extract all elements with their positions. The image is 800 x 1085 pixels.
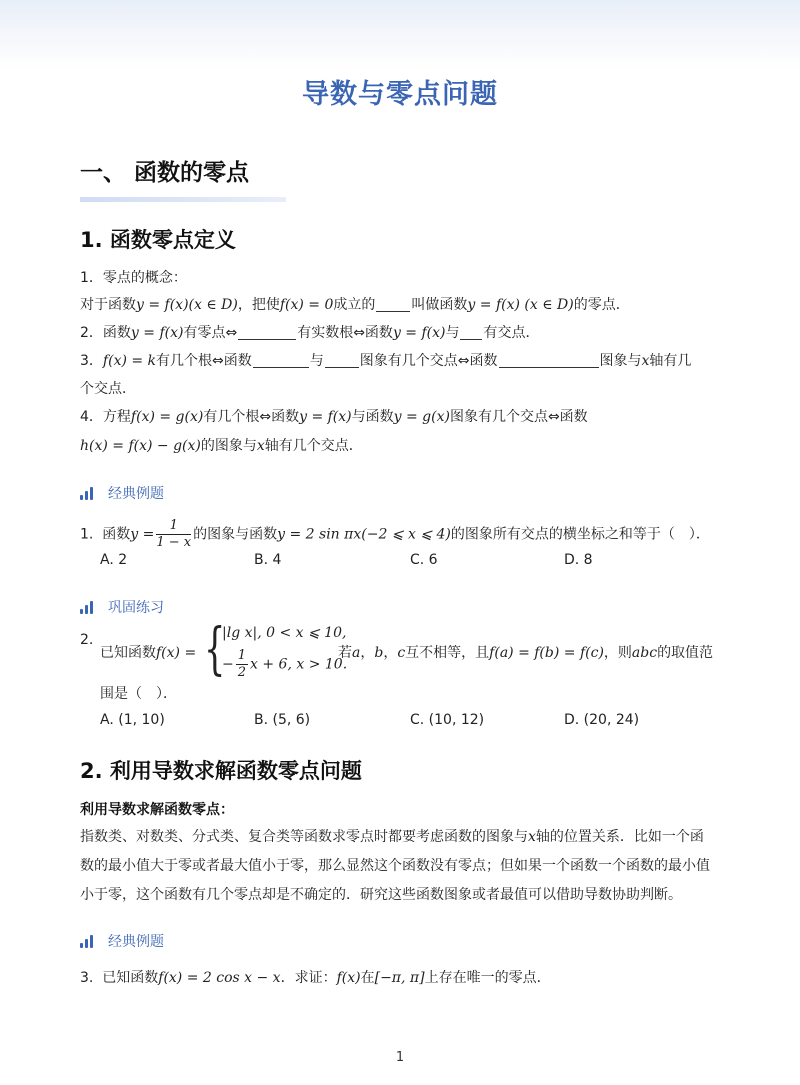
tag-label: 经典例题 [108,934,164,950]
fraction [236,648,248,681]
option-a[interactable]: A. 2 [100,552,128,568]
text: 有交点． [483,325,540,341]
text: 轴有几 [649,353,692,369]
text: 的零点． [573,297,630,313]
answer-blank [325,353,359,368]
option-c[interactable]: C. (10, 12) [410,712,485,728]
piecewise-brace: { [204,617,226,682]
question-3 [80,968,551,988]
option-d[interactable]: D. 8 [564,552,593,568]
formula: x [256,438,265,454]
text: 与函数 [351,409,394,425]
bar-chart-icon [80,486,98,500]
formula: y = f(x) (x ∈ D) [467,297,574,313]
text: 与 [309,353,324,369]
formula: f(x) = g(x) [130,409,204,425]
text: ， [383,645,398,661]
text: 图象与 [599,353,642,369]
example-tag [80,483,164,503]
text: 的图象与 [200,438,257,454]
document-title: 导数与零点问题 [302,79,498,110]
text: 叫做函数 [411,297,468,313]
text: 对于函数 [80,297,136,313]
option-a[interactable]: A. (1, 10) [100,712,165,728]
formula: y = [130,526,155,543]
text: 1．零点的概念： [80,270,187,286]
text: 已知函数 [102,970,159,986]
header-band [0,0,800,70]
text: 轴有几个交点． [264,438,363,454]
answer-blank [460,325,482,340]
formula: y = 2 sin πx(−2 ⩽ x ⩽ 4) [277,526,451,543]
text: ，则 [603,645,632,661]
text: 已知函数 [100,645,156,661]
section-underline [80,197,286,202]
text: 有实数根⇔函数 [297,325,393,341]
definition-line-4 [80,351,691,371]
text: 有零点⇔ [183,325,238,341]
formula: b [374,645,384,661]
subsection-heading-2: 2. 利用导数求解函数零点问题 [80,759,362,783]
tag-label: 经典例题 [108,486,164,502]
definition-line-2 [80,295,630,315]
text: 上存在唯一的零点． [424,970,551,986]
question-2-tail: 围是（ ）． [100,686,177,702]
method-paragraph-line-2: 数的最小值大于零或者最大值小于零，那么显然这个函数没有零点；但如果一个函数一个函数的最小值 [80,858,710,874]
definition-line-1 [80,268,187,288]
question-number: 1. [80,526,94,543]
page-number: 1 [395,1050,405,1065]
subsection-heading-1: 1. 函数零点定义 [80,228,236,252]
option-d[interactable]: D. (20, 24) [564,712,640,728]
formula: c [397,645,406,661]
text: 4．方程 [80,409,131,425]
formula: y = f(x) [392,325,446,341]
text: 在 [360,970,375,986]
answer-blank [253,353,309,368]
question-2-intro [100,642,196,662]
option-b[interactable]: B. 4 [254,552,282,568]
formula: a [352,645,361,661]
question-2-condition [338,642,713,662]
method-paragraph-line-1 [80,827,704,847]
formula: abc [631,645,658,661]
definition-line-7 [80,436,363,456]
minus-sign: − [222,656,234,673]
text: 的图象所有交点的横坐标之和等于（ ）． [450,526,710,543]
formula: y = f(x) [299,409,352,425]
answer-blank [238,325,296,340]
formula: y = g(x) [393,409,450,425]
text: 若 [338,645,352,661]
text: 函数 [102,526,131,543]
section-heading: 一、 函数的零点 [80,160,250,186]
formula: x [528,829,536,845]
example-tag [80,931,164,951]
text: 3． [80,353,103,369]
text: 有几个根⇔函数 [203,409,300,425]
piecewise-case-2 [222,648,347,681]
formula: f(a) = f(b) = f(c) [489,645,604,661]
tag-label: 巩固练习 [108,600,164,616]
text: ，把使 [237,297,280,313]
text: 2．函数 [80,325,131,341]
formula: y = f(x) [130,325,184,341]
text: ， [360,645,375,661]
case-expression: x + 6, x > 10. [250,656,348,673]
fraction-denominator: 1 − x [156,535,192,550]
text: 成立的 [333,297,376,313]
piecewise-case-1: |lg x|, 0 < x ⩽ 10, [222,625,347,641]
formula: h(x) = f(x) − g(x) [80,438,201,454]
fraction [156,518,191,551]
text: 有几个根⇔函数 [156,353,252,369]
method-paragraph-line-3: 小于零，这个函数有几个零点却是不确定的．研究这些函数图象或者最值可以借助导数协助判断。 [80,887,682,903]
formula: f(x) = k [102,353,157,369]
question-number: 2. [80,632,94,648]
formula: [−π, π] [374,970,425,986]
text: 图象有几个交点⇔函数 [359,353,498,369]
method-label: 利用导数求解函数零点： [80,802,234,818]
definition-line-5 [80,379,136,399]
bar-chart-icon [80,934,98,948]
fraction-numerator: 1 [156,518,191,535]
fraction-denominator: 2 [237,665,247,680]
text: 互不相等，且 [405,645,490,661]
text: 与 [445,325,460,341]
formula: f(x) = 0 [279,297,334,313]
formula: f(x) [336,970,361,986]
answer-blank [499,353,599,368]
definition-line-6 [80,407,588,427]
question-1 [80,518,710,548]
bar-chart-icon [80,600,98,614]
text: 个交点． [80,381,136,397]
formula: y = f(x)(x ∈ D) [136,297,238,313]
formula: f(x) = [156,645,197,661]
option-b[interactable]: B. (5, 6) [254,712,311,728]
formula: f(x) = 2 cos x − x [158,970,281,986]
answer-blank [376,297,410,312]
text: 的图象与函数 [193,526,278,543]
option-c[interactable]: C. 6 [410,552,438,568]
text: 指数类、对数类、分式类、复合类等函数求零点时都要考虑函数的图象与 [80,829,528,845]
definition-line-3 [80,323,539,343]
text: 图象有几个交点⇔函数 [449,409,588,425]
text: ．求证： [280,970,337,986]
text: 轴的位置关系．比如一个函 [535,829,704,845]
text: 的取值范 [657,645,714,661]
question-number: 3. [80,970,94,986]
practice-tag [80,597,164,617]
formula: x [641,353,650,369]
fraction-numerator: 1 [237,648,247,663]
